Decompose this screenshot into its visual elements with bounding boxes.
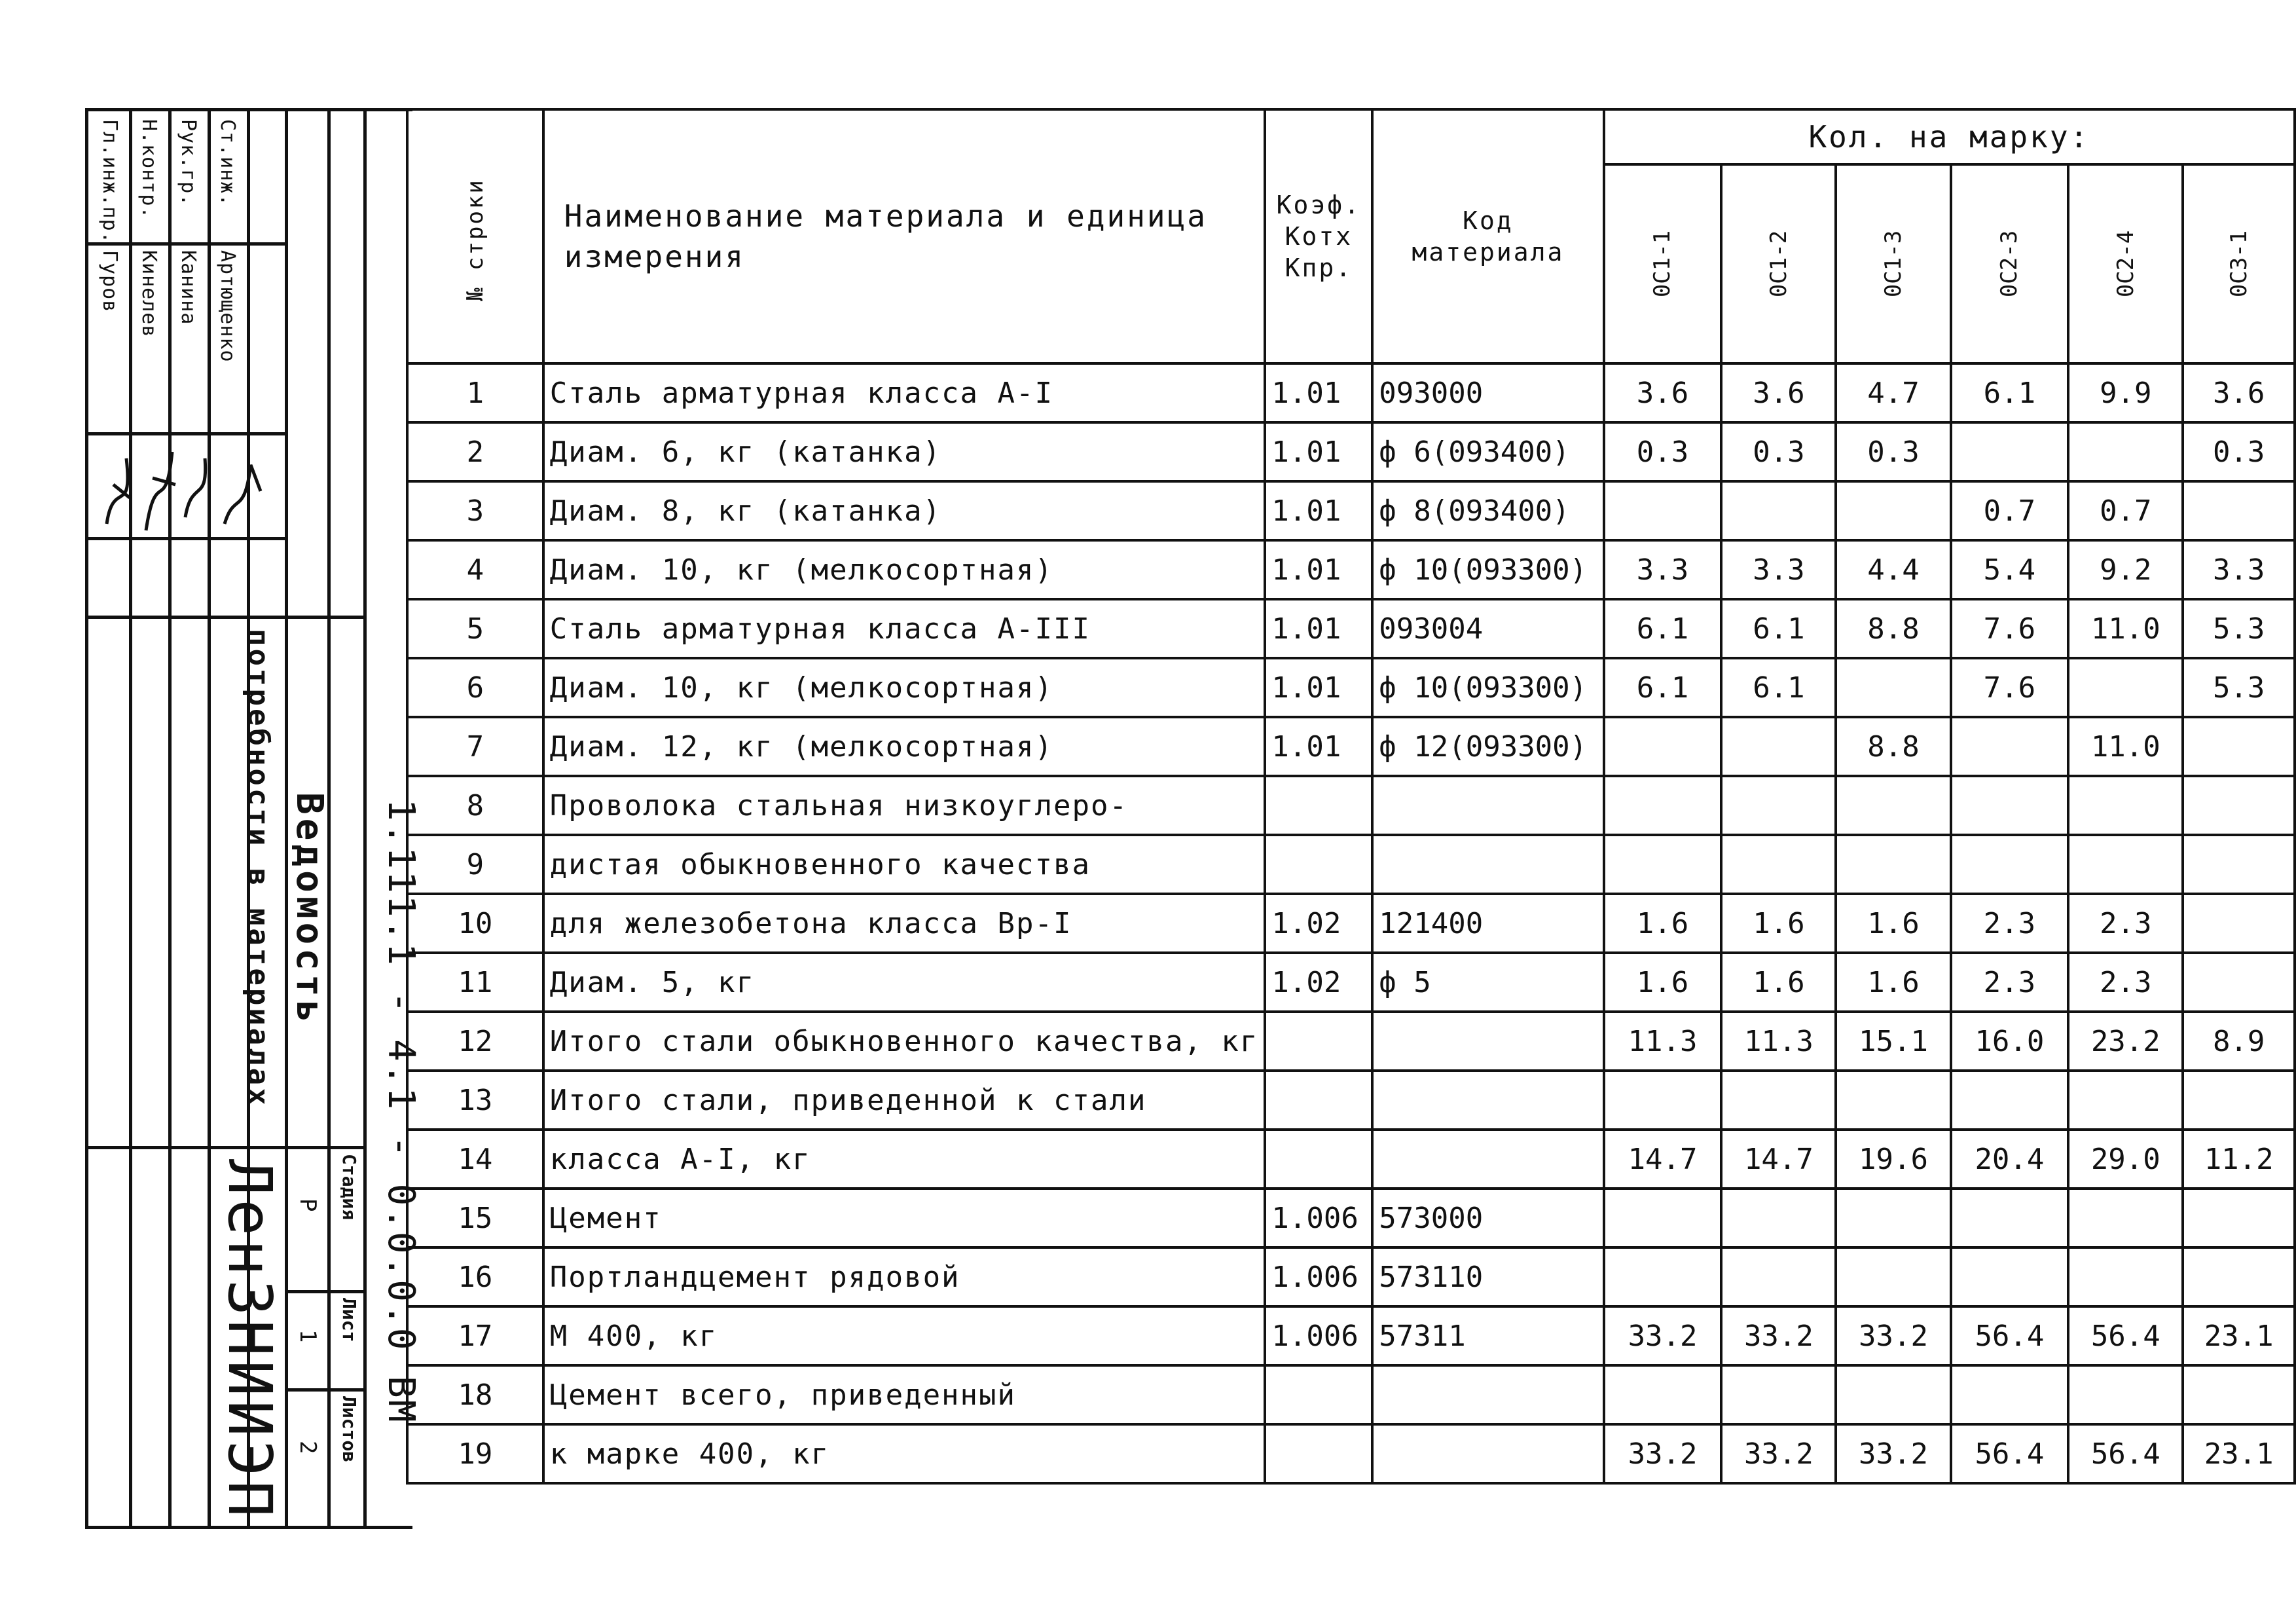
table-row [407, 776, 2295, 835]
signature-role: Рук.гр. [177, 119, 200, 207]
material-code: ф 5 [1372, 953, 1603, 1012]
row-number: 11 [407, 953, 543, 1012]
quantity-cell [2068, 658, 2183, 717]
quantity-cell: 9.2 [2068, 540, 2183, 599]
quantity-cell: 8.8 [1836, 717, 1950, 776]
quantity-cell [1951, 422, 2069, 481]
signature-name: Кинелев [137, 250, 160, 338]
material-code [1372, 1424, 1603, 1483]
table-row [407, 599, 2295, 658]
row-number: 8 [407, 776, 543, 835]
quantity-cell: 6.1 [1721, 658, 1836, 717]
mark-header: 0С2-4 [2068, 164, 2183, 363]
quantity-cell: 3.6 [2183, 363, 2295, 422]
quantity-cell [2068, 1247, 2183, 1306]
quantity-cell: 3.3 [1721, 540, 1836, 599]
quantity-cell: 7.6 [1951, 599, 2069, 658]
divider [168, 111, 172, 1526]
document-subtitle: потребности в материалах [242, 629, 275, 1108]
quantity-cell: 16.0 [1951, 1012, 2069, 1071]
divider [88, 537, 285, 540]
quantity-cell [1721, 1247, 1836, 1306]
divider [285, 1388, 367, 1392]
quantity-cell: 56.4 [1951, 1424, 2069, 1483]
coefficient: 1.02 [1265, 894, 1372, 953]
quantity-cell [2068, 835, 2183, 894]
quantity-cell: 33.2 [1836, 1306, 1950, 1365]
quantity-cell: 23.1 [2183, 1306, 2295, 1365]
material-code: 573000 [1372, 1189, 1603, 1247]
header-material-code: Код материала [1372, 109, 1603, 363]
quantity-cell: 14.7 [1604, 1130, 1722, 1189]
quantity-cell: 33.2 [1604, 1306, 1722, 1365]
quantity-cell [1836, 481, 1950, 540]
signature-role: Н.контр. [137, 119, 160, 219]
material-code: 093000 [1372, 363, 1603, 422]
material-code: ф 10(093300) [1372, 658, 1603, 717]
coefficient [1265, 1012, 1372, 1071]
table-row [407, 422, 2295, 481]
quantity-cell [1604, 1071, 1722, 1130]
quantity-cell: 1.6 [1721, 894, 1836, 953]
table-row [407, 1365, 2295, 1424]
material-name: М 400, кг [543, 1306, 1266, 1365]
mark-header: 0С2-3 [1951, 164, 2069, 363]
material-code: 121400 [1372, 894, 1603, 953]
table-row [407, 540, 2295, 599]
quantity-cell [2183, 835, 2295, 894]
quantity-cell: 5.3 [2183, 599, 2295, 658]
material-name: класса А-I, кг [543, 1130, 1266, 1189]
coefficient [1265, 1130, 1372, 1189]
header-row-number: № строки [407, 109, 543, 363]
table-row [407, 894, 2295, 953]
quantity-cell: 1.6 [1604, 953, 1722, 1012]
quantity-cell [1836, 1071, 1950, 1130]
material-code: ф 8(093400) [1372, 481, 1603, 540]
table-row [407, 1071, 2295, 1130]
quantity-cell: 0.3 [2183, 422, 2295, 481]
quantity-cell: 6.1 [1604, 599, 1722, 658]
material-name: Итого стали, приведенной к стали [543, 1071, 1266, 1130]
row-number: 18 [407, 1365, 543, 1424]
quantity-cell: 23.1 [2183, 1424, 2295, 1483]
stage-value: Р [295, 1198, 321, 1212]
table-row [407, 717, 2295, 776]
divider [88, 616, 367, 619]
quantity-cell [1836, 1247, 1950, 1306]
quantity-cell: 11.3 [1721, 1012, 1836, 1071]
quantity-cell [1836, 1365, 1950, 1424]
quantity-cell [1721, 481, 1836, 540]
quantity-cell [1604, 1189, 1722, 1247]
mark-header: 0С3-1 [2183, 164, 2295, 363]
material-name: Портландцемент рядовой [543, 1247, 1266, 1306]
row-number: 4 [407, 540, 543, 599]
quantity-cell: 33.2 [1721, 1424, 1836, 1483]
quantity-cell [2068, 1189, 2183, 1247]
material-code [1372, 1012, 1603, 1071]
quantity-cell [1836, 776, 1950, 835]
organization-name: ЛенЗНИИЭП [215, 1159, 285, 1521]
quantity-cell: 33.2 [1836, 1424, 1950, 1483]
quantity-cell: 29.0 [2068, 1130, 2183, 1189]
quantity-cell: 6.1 [1604, 658, 1722, 717]
material-code [1372, 1130, 1603, 1189]
coefficient [1265, 776, 1372, 835]
quantity-cell [1951, 776, 2069, 835]
quantity-cell: 19.6 [1836, 1130, 1950, 1189]
row-number: 14 [407, 1130, 543, 1189]
signature-name: Канина [177, 250, 200, 325]
material-name: для железобетона класса Вр-I [543, 894, 1266, 953]
material-code: 093004 [1372, 599, 1603, 658]
quantity-cell [1604, 835, 1722, 894]
quantity-cell: 0.7 [2068, 481, 2183, 540]
quantity-cell: 9.9 [2068, 363, 2183, 422]
coefficient: 1.006 [1265, 1306, 1372, 1365]
quantity-cell [2183, 1071, 2295, 1130]
quantity-cell: 0.7 [1951, 481, 2069, 540]
quantity-cell [1951, 1365, 2069, 1424]
signature-name: Артющенко [216, 250, 239, 363]
quantity-cell [1836, 835, 1950, 894]
quantity-cell: 6.1 [1951, 363, 2069, 422]
coefficient: 1.01 [1265, 599, 1372, 658]
material-name: Диам. 5, кг [543, 953, 1266, 1012]
sheets-label: Листов [338, 1396, 360, 1463]
quantity-cell: 6.1 [1721, 599, 1836, 658]
quantity-cell: 15.1 [1836, 1012, 1950, 1071]
coefficient: 1.01 [1265, 481, 1372, 540]
coefficient: 1.006 [1265, 1189, 1372, 1247]
signature-role: Ст.инж. [216, 119, 239, 207]
quantity-cell [2183, 1189, 2295, 1247]
quantity-cell [2183, 894, 2295, 953]
coefficient [1265, 1071, 1372, 1130]
row-number: 3 [407, 481, 543, 540]
quantity-cell: 11.0 [2068, 599, 2183, 658]
signature-role: Гл.инж.пр. [98, 119, 121, 244]
coefficient: 1.01 [1265, 540, 1372, 599]
table-row [407, 835, 2295, 894]
table-row [407, 363, 2295, 422]
row-number: 15 [407, 1189, 543, 1247]
divider [129, 111, 132, 1526]
material-name: Итого стали обыкновенного качества, кг [543, 1012, 1266, 1071]
table-row [407, 1012, 2295, 1071]
material-name: Проволока стальная низкоуглеро- [543, 776, 1266, 835]
row-number: 2 [407, 422, 543, 481]
quantity-cell [2068, 1071, 2183, 1130]
row-number: 9 [407, 835, 543, 894]
document-title: Ведомость [288, 792, 331, 1027]
quantity-cell: 5.3 [2183, 658, 2295, 717]
divider [208, 111, 211, 1526]
quantity-cell: 8.9 [2183, 1012, 2295, 1071]
row-number: 6 [407, 658, 543, 717]
quantity-cell [2183, 776, 2295, 835]
divider [363, 111, 367, 1526]
row-number: 7 [407, 717, 543, 776]
coefficient [1265, 1424, 1372, 1483]
title-block [85, 108, 422, 1529]
quantity-cell [1604, 1365, 1722, 1424]
table-row [407, 1424, 2295, 1483]
table-row [407, 953, 2295, 1012]
material-code: 573110 [1372, 1247, 1603, 1306]
mark-header: 0С1-2 [1721, 164, 1836, 363]
quantity-cell [1604, 481, 1722, 540]
quantity-cell: 20.4 [1951, 1130, 2069, 1189]
row-number: 1 [407, 363, 543, 422]
coefficient: 1.01 [1265, 363, 1372, 422]
sheets-value: 2 [295, 1441, 321, 1454]
material-name: к марке 400, кг [543, 1424, 1266, 1483]
coefficient [1265, 1365, 1372, 1424]
quantity-cell: 0.3 [1721, 422, 1836, 481]
quantity-cell [2068, 776, 2183, 835]
material-name: Сталь арматурная класса А-III [543, 599, 1266, 658]
quantity-cell: 11.2 [2183, 1130, 2295, 1189]
quantity-cell: 4.7 [1836, 363, 1950, 422]
material-code [1372, 776, 1603, 835]
stage-label: Стадия [338, 1154, 360, 1221]
header-quantity-group: Кол. на марку: [1604, 109, 2295, 164]
coefficient: 1.01 [1265, 658, 1372, 717]
material-name: Диам. 10, кг (мелкосортная) [543, 540, 1266, 599]
material-name: Цемент всего, приведенный [543, 1365, 1266, 1424]
mark-header: 0С1-3 [1836, 164, 1950, 363]
quantity-cell [2068, 422, 2183, 481]
quantity-cell [1836, 1189, 1950, 1247]
quantity-cell [1951, 835, 2069, 894]
quantity-cell: 0.3 [1604, 422, 1722, 481]
quantity-cell [1721, 1365, 1836, 1424]
quantity-cell: 8.8 [1836, 599, 1950, 658]
material-name: Диам. 12, кг (мелкосортная) [543, 717, 1266, 776]
quantity-cell: 0.3 [1836, 422, 1950, 481]
material-code: 57311 [1372, 1306, 1603, 1365]
row-number: 13 [407, 1071, 543, 1130]
quantity-cell [1951, 717, 2069, 776]
quantity-cell [1951, 1189, 2069, 1247]
quantity-cell: 3.3 [2183, 540, 2295, 599]
coefficient [1265, 835, 1372, 894]
row-number: 12 [407, 1012, 543, 1071]
material-name: Сталь арматурная класса А-I [543, 363, 1266, 422]
quantity-cell [1721, 1071, 1836, 1130]
quantity-cell [1721, 776, 1836, 835]
quantity-cell: 1.6 [1836, 894, 1950, 953]
material-name: Цемент [543, 1189, 1266, 1247]
quantity-cell [2183, 717, 2295, 776]
header-material-name: Наименование материала и единица измерения [543, 109, 1266, 363]
table-row [407, 1189, 2295, 1247]
quantity-cell: 56.4 [2068, 1306, 2183, 1365]
quantity-cell [2183, 1247, 2295, 1306]
quantity-cell: 11.3 [1604, 1012, 1722, 1071]
quantity-cell: 2.3 [1951, 953, 2069, 1012]
quantity-cell: 14.7 [1721, 1130, 1836, 1189]
table-row [407, 1130, 2295, 1189]
quantity-cell [2183, 953, 2295, 1012]
signature-name: Гуров [98, 250, 121, 313]
sheet-value: 1 [295, 1329, 321, 1343]
material-code: ф 12(093300) [1372, 717, 1603, 776]
materials-table [406, 108, 2296, 1485]
mark-header: 0С1-1 [1604, 164, 1722, 363]
quantity-cell: 7.6 [1951, 658, 2069, 717]
quantity-cell [1721, 717, 1836, 776]
material-name: Диам. 6, кг (катанка) [543, 422, 1266, 481]
row-number: 17 [407, 1306, 543, 1365]
quantity-cell [1604, 776, 1722, 835]
table-row [407, 1306, 2295, 1365]
row-number: 19 [407, 1424, 543, 1483]
quantity-cell [1836, 658, 1950, 717]
material-code [1372, 1365, 1603, 1424]
coefficient: 1.006 [1265, 1247, 1372, 1306]
quantity-cell [1951, 1247, 2069, 1306]
quantity-cell [1951, 1071, 2069, 1130]
material-name: Диам. 10, кг (мелкосортная) [543, 658, 1266, 717]
quantity-cell: 11.0 [2068, 717, 2183, 776]
header-coefficient: Коэф. Котх Кпр. [1265, 109, 1372, 363]
quantity-cell [2068, 1365, 2183, 1424]
material-code [1372, 835, 1603, 894]
quantity-cell: 56.4 [2068, 1424, 2183, 1483]
quantity-cell [1604, 717, 1722, 776]
sheet-label: Лист [338, 1298, 360, 1342]
quantity-cell: 5.4 [1951, 540, 2069, 599]
material-code [1372, 1071, 1603, 1130]
material-code: ф 6(093400) [1372, 422, 1603, 481]
quantity-cell: 33.2 [1604, 1424, 1722, 1483]
quantity-cell: 1.6 [1604, 894, 1722, 953]
quantity-cell [2183, 1365, 2295, 1424]
quantity-cell: 3.6 [1604, 363, 1722, 422]
divider [88, 432, 285, 435]
quantity-cell [2183, 481, 2295, 540]
quantity-cell: 2.3 [1951, 894, 2069, 953]
quantity-cell: 3.3 [1604, 540, 1722, 599]
quantity-cell: 4.4 [1836, 540, 1950, 599]
quantity-cell: 2.3 [2068, 894, 2183, 953]
quantity-cell: 56.4 [1951, 1306, 2069, 1365]
table-row [407, 658, 2295, 717]
material-name: дистая обыкновенного качества [543, 835, 1266, 894]
material-name: Диам. 8, кг (катанка) [543, 481, 1266, 540]
material-code: ф 10(093300) [1372, 540, 1603, 599]
divider [285, 1290, 367, 1293]
quantity-cell: 33.2 [1721, 1306, 1836, 1365]
row-number: 5 [407, 599, 543, 658]
quantity-cell: 2.3 [2068, 953, 2183, 1012]
quantity-cell [1604, 1247, 1722, 1306]
quantity-cell: 1.6 [1721, 953, 1836, 1012]
row-number: 16 [407, 1247, 543, 1306]
handwritten-signatures [94, 439, 283, 537]
quantity-cell: 3.6 [1721, 363, 1836, 422]
table-row [407, 1247, 2295, 1306]
table-body [407, 363, 2295, 1483]
coefficient: 1.01 [1265, 422, 1372, 481]
quantity-cell: 23.2 [2068, 1012, 2183, 1071]
quantity-cell [1721, 1189, 1836, 1247]
table-row [407, 481, 2295, 540]
quantity-cell: 1.6 [1836, 953, 1950, 1012]
document-number: 1.111.1 - 4.1 - 0.0.0.0 ВМ [380, 799, 422, 1424]
quantity-cell [1721, 835, 1836, 894]
coefficient: 1.01 [1265, 717, 1372, 776]
divider [88, 1146, 367, 1149]
row-number: 10 [407, 894, 543, 953]
coefficient: 1.02 [1265, 953, 1372, 1012]
